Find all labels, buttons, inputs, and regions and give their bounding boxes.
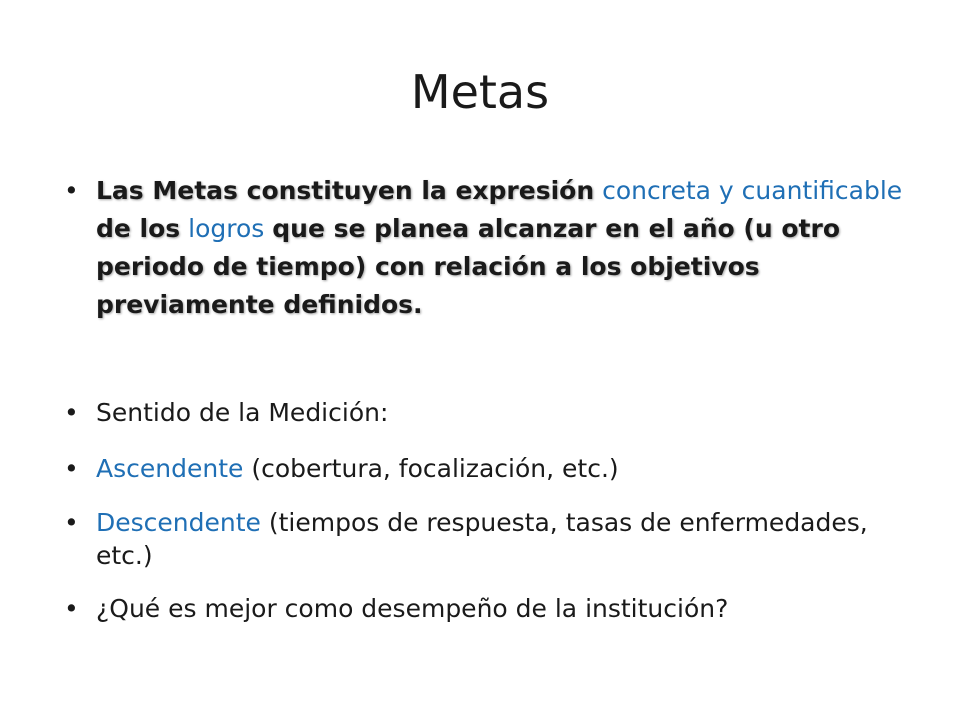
- descendente-term: Descendente: [96, 508, 261, 537]
- definition-highlight-logros: logros: [188, 214, 265, 243]
- sentido-text: Sentido de la Medición:: [96, 398, 389, 427]
- pregunta-text: ¿Qué es mejor como desempeño de la institución?: [96, 594, 729, 623]
- definition-tail-text: que se planea alcanzar en el año (u otro periodo de tiempo) con relación a los objetivos previamente definidos.: [96, 214, 840, 319]
- bullet-glyph: •: [64, 398, 79, 427]
- bullet-sentido: [60, 394, 920, 432]
- bullet-glyph: •: [64, 176, 79, 205]
- slide-title: Metas: [410, 65, 550, 119]
- bullet-definition: [60, 172, 920, 324]
- definition-connector-text: de los: [96, 214, 181, 243]
- bullet-pregunta: [60, 590, 920, 628]
- definition-lead-text: Las Metas constituyen la expresión: [96, 176, 595, 205]
- ascendente-term: Ascendente: [96, 454, 244, 483]
- ascendente-detail: (cobertura, focalización, etc.): [251, 454, 619, 483]
- bullet-list: [60, 172, 920, 628]
- bullet-ascendente: [60, 450, 920, 488]
- definition-highlight-concrete: concreta y cuantificable: [602, 176, 903, 205]
- bullet-glyph: •: [64, 594, 79, 623]
- bullet-glyph: •: [64, 508, 79, 537]
- bullet-descendente: [60, 506, 920, 572]
- bullet-glyph: •: [64, 454, 79, 483]
- descendente-detail: (tiempos de respuesta, tasas de enfermedades, etc.): [96, 508, 868, 570]
